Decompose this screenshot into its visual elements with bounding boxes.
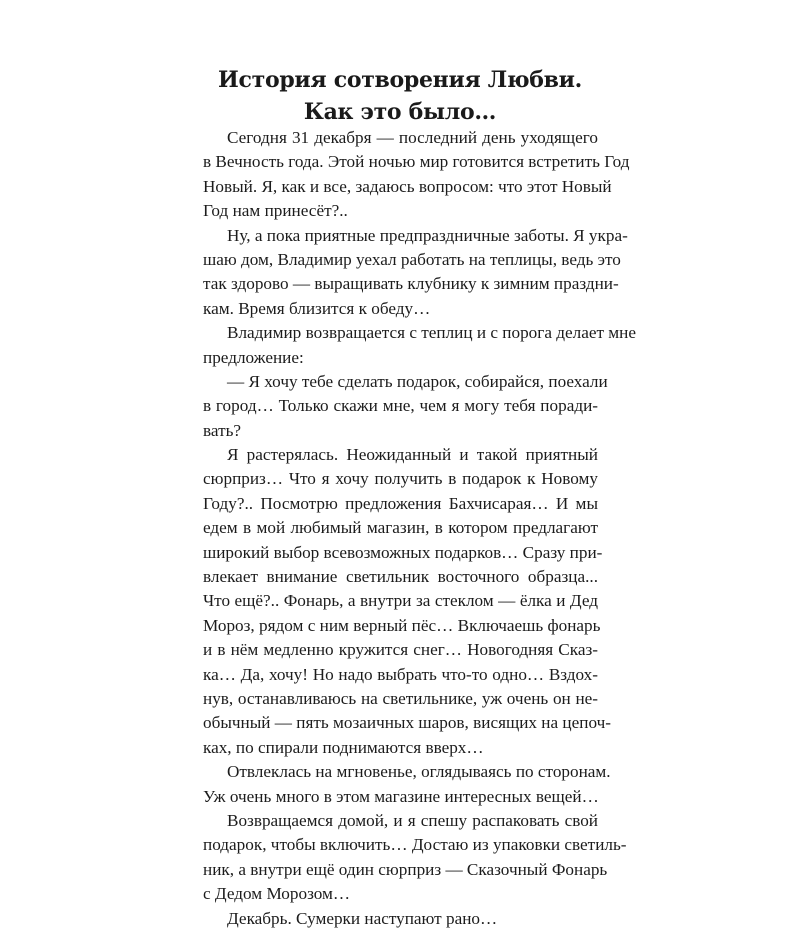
text-line: ках, по спирали поднимаются вверх… [203, 737, 484, 757]
chapter-title-line-1: История сотворения Любви. [218, 67, 582, 93]
text-line: Возвращаемся домой, и я спешу распаковать свой [227, 810, 598, 830]
paragraph [203, 907, 598, 931]
body-text [203, 126, 636, 931]
text-line: Я растерялась. Неожиданный и такой приятный [227, 445, 598, 465]
text-line: Декабрь. Сумерки наступают рано… [227, 908, 498, 928]
text-line: подарок, чтобы включить… Достаю из упаковки светиль- [203, 835, 627, 855]
text-line: Что ещё?.. Фонарь, а внутри за стеклом — ёлка и Дед [203, 591, 598, 611]
text-line: шаю дом, Владимир уехал работать на теплицы, ведь это [203, 249, 621, 269]
text-line: ник, а внутри ещё один сюрприз — Сказочный Фонарь [203, 859, 608, 879]
text-line: Ну, а пока приятные предпраздничные заботы. Я укра- [227, 225, 628, 245]
text-line: Отвлеклась на мгновенье, оглядываясь по сторонам. [227, 762, 611, 782]
paragraph [203, 224, 628, 322]
text-line: Году?.. Посмотрю предложения Бахчисарая… И мы [203, 493, 598, 513]
text-line: сюрприз… Что я хочу получить в подарок к Новому [203, 469, 598, 489]
paragraph [203, 443, 611, 760]
text-line: в Вечность года. Этой ночью мир готовится встретить Год [203, 152, 630, 172]
paragraph [203, 760, 611, 809]
text-line: кам. Время близится к обеду… [203, 298, 431, 318]
text-line: предложение: [203, 347, 304, 367]
text-line: Год нам принесёт?.. [203, 201, 348, 221]
text-line: — Я хочу тебе сделать подарок, собирайся, поехали [227, 371, 608, 391]
text-line: обычный — пять мозаичных шаров, висящих на цепоч- [203, 713, 611, 733]
paragraph [203, 126, 630, 224]
paragraph [203, 321, 636, 370]
text-line: вать? [203, 420, 242, 440]
text-line: Мороз, рядом с ним верный пёс… Включаешь фонарь [203, 615, 601, 635]
text-line: Сегодня 31 декабря — последний день уходящего [227, 128, 598, 147]
text-line: ка… Да, хочу! Но надо выбрать что-то одно… Вздох- [203, 664, 598, 684]
text-line: так здорово — выращивать клубнику к зимним праздни- [203, 274, 619, 294]
text-line: влекает внимание светильник восточного образца... [203, 567, 598, 587]
text-line: Новый. Я, как и все, задаюсь вопросом: что этот Новый [203, 176, 612, 196]
text-line: широкий выбор всевозможных подарков… Сразу при- [203, 542, 603, 562]
text-line: и в нём медленно кружится снег… Новогодняя Сказ- [203, 640, 598, 660]
text-line: Уж очень много в этом магазине интересных вещей… [203, 786, 599, 806]
text-line: нув, останавливаюсь на светильнике, уж очень он не- [203, 688, 598, 708]
paragraph [203, 809, 627, 907]
chapter-title-line-2: Как это было… [303, 99, 497, 125]
text-line: Владимир возвращается с теплиц и с порога делает мне [227, 323, 636, 343]
text-line: едем в мой любимый магазин, в котором предлагают [203, 518, 598, 538]
text-line: с Дедом Морозом… [203, 884, 351, 904]
text-line: в город… Только скажи мне, чем я могу тебя поради- [203, 396, 598, 416]
chapter-title [200, 64, 600, 128]
paragraph [203, 370, 608, 443]
